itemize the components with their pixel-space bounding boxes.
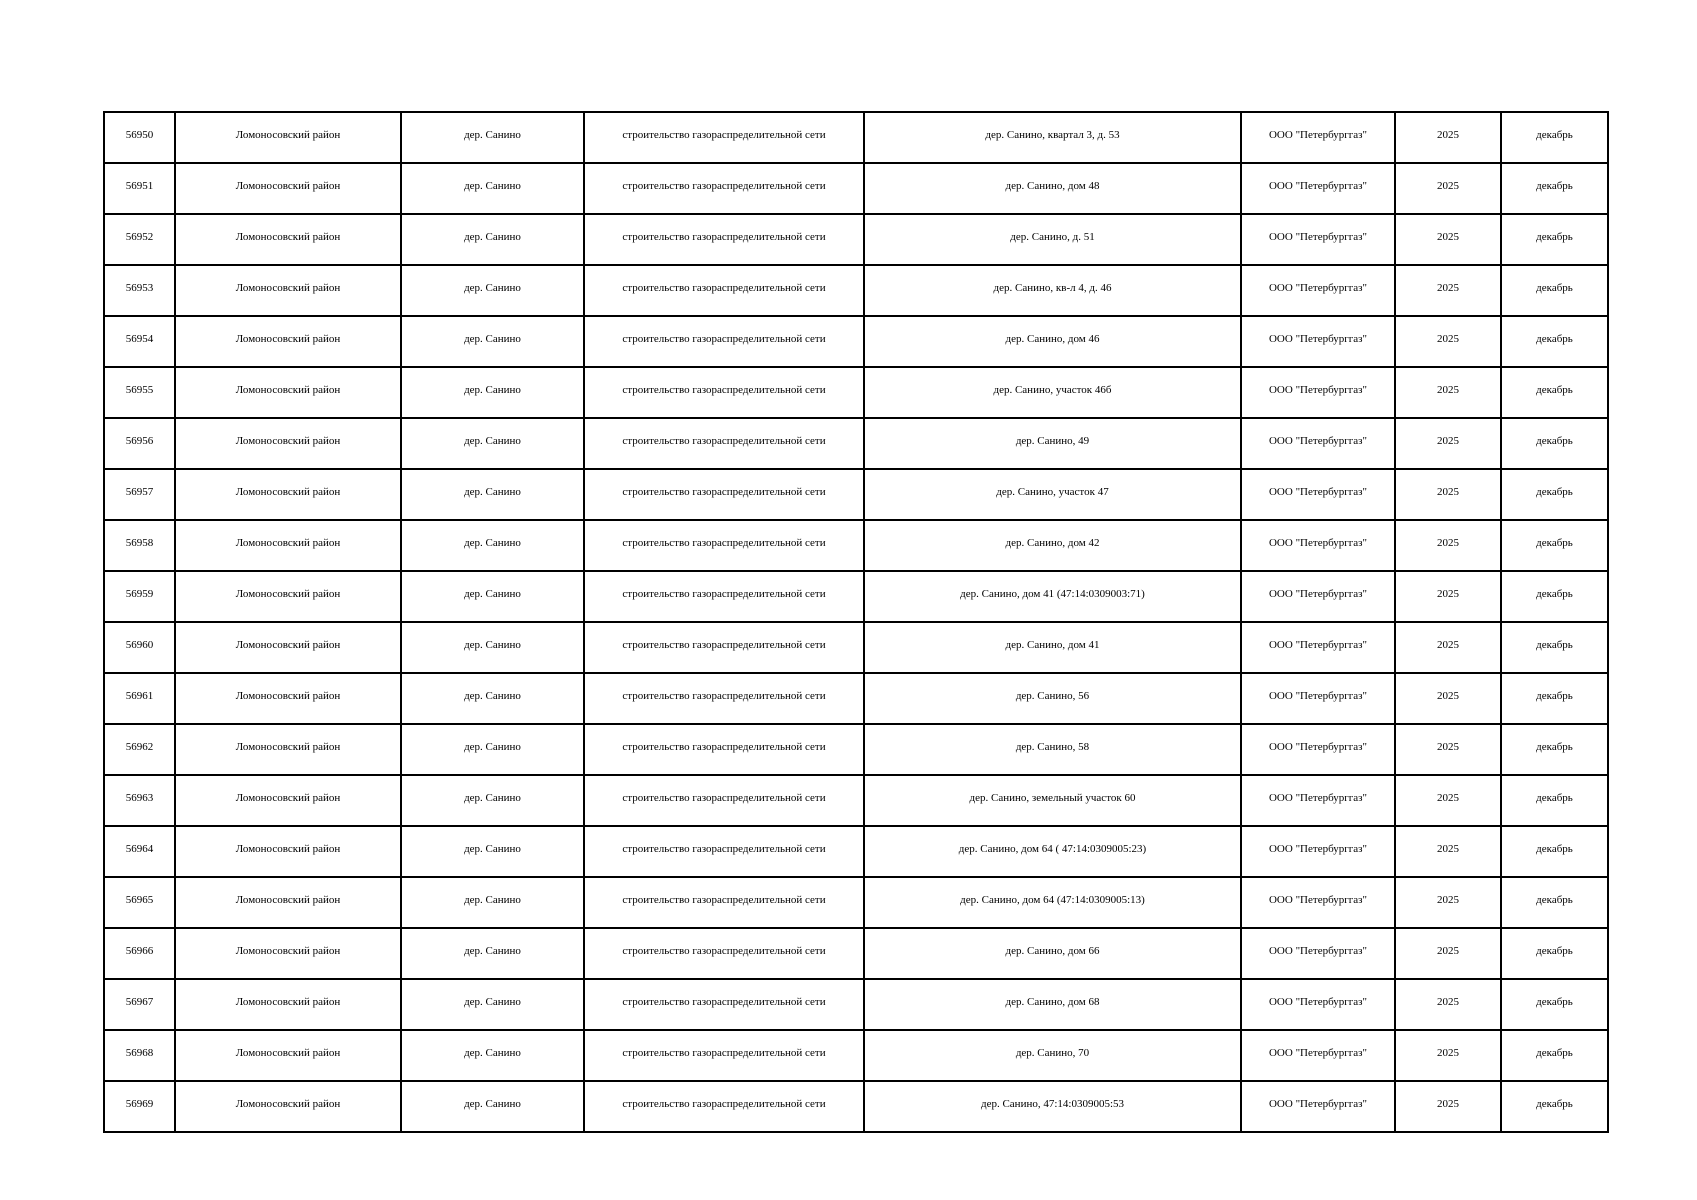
district-cell: Ломоносовский район: [175, 316, 401, 367]
month-cell: декабрь: [1501, 724, 1608, 775]
year-cell: 2025: [1395, 877, 1501, 928]
record-number-cell: 56962: [104, 724, 175, 775]
table-row: [104, 877, 1608, 928]
month-cell: декабрь: [1501, 877, 1608, 928]
district-cell: Ломоносовский район: [175, 418, 401, 469]
year-cell: 2025: [1395, 928, 1501, 979]
table-row: [104, 418, 1608, 469]
organization-cell: ООО "Петербурггаз": [1241, 1081, 1395, 1132]
district-cell: Ломоносовский район: [175, 1081, 401, 1132]
work-type-cell: строительство газораспределительной сети: [584, 724, 864, 775]
year-cell: 2025: [1395, 112, 1501, 163]
work-type-cell: строительство газораспределительной сети: [584, 265, 864, 316]
record-number-cell: 56953: [104, 265, 175, 316]
year-cell: 2025: [1395, 826, 1501, 877]
settlement-cell: дер. Санино: [401, 520, 584, 571]
month-cell: декабрь: [1501, 112, 1608, 163]
address-cell: дер. Санино, квартал 3, д. 53: [864, 112, 1241, 163]
settlement-cell: дер. Санино: [401, 469, 584, 520]
settlement-cell: дер. Санино: [401, 316, 584, 367]
month-cell: декабрь: [1501, 1030, 1608, 1081]
settlement-cell: дер. Санино: [401, 979, 584, 1030]
year-cell: 2025: [1395, 1081, 1501, 1132]
work-type-cell: строительство газораспределительной сети: [584, 1081, 864, 1132]
work-type-cell: строительство газораспределительной сети: [584, 1030, 864, 1081]
month-cell: декабрь: [1501, 520, 1608, 571]
table-body: [104, 112, 1608, 1132]
organization-cell: ООО "Петербурггаз": [1241, 724, 1395, 775]
work-type-cell: строительство газораспределительной сети: [584, 775, 864, 826]
district-cell: Ломоносовский район: [175, 775, 401, 826]
organization-cell: ООО "Петербурггаз": [1241, 979, 1395, 1030]
address-cell: дер. Санино, 56: [864, 673, 1241, 724]
year-cell: 2025: [1395, 316, 1501, 367]
year-cell: 2025: [1395, 1030, 1501, 1081]
record-number-cell: 56961: [104, 673, 175, 724]
work-type-cell: строительство газораспределительной сети: [584, 316, 864, 367]
district-cell: Ломоносовский район: [175, 112, 401, 163]
settlement-cell: дер. Санино: [401, 928, 584, 979]
record-number-cell: 56950: [104, 112, 175, 163]
address-cell: дер. Санино, участок 46б: [864, 367, 1241, 418]
month-cell: декабрь: [1501, 622, 1608, 673]
month-cell: декабрь: [1501, 163, 1608, 214]
table-row: [104, 214, 1608, 265]
settlement-cell: дер. Санино: [401, 214, 584, 265]
organization-cell: ООО "Петербурггаз": [1241, 775, 1395, 826]
month-cell: декабрь: [1501, 265, 1608, 316]
organization-cell: ООО "Петербурггаз": [1241, 673, 1395, 724]
table-row: [104, 979, 1608, 1030]
address-cell: дер. Санино, земельный участок 60: [864, 775, 1241, 826]
work-type-cell: строительство газораспределительной сети: [584, 520, 864, 571]
organization-cell: ООО "Петербурггаз": [1241, 265, 1395, 316]
year-cell: 2025: [1395, 571, 1501, 622]
record-number-cell: 56958: [104, 520, 175, 571]
district-cell: Ломоносовский район: [175, 622, 401, 673]
address-cell: дер. Санино, 70: [864, 1030, 1241, 1081]
record-number-cell: 56966: [104, 928, 175, 979]
work-type-cell: строительство газораспределительной сети: [584, 673, 864, 724]
month-cell: декабрь: [1501, 826, 1608, 877]
record-number-cell: 56955: [104, 367, 175, 418]
table-row: [104, 1081, 1608, 1132]
address-cell: дер. Санино, дом 41: [864, 622, 1241, 673]
organization-cell: ООО "Петербурггаз": [1241, 622, 1395, 673]
address-cell: дер. Санино, кв-л 4, д. 46: [864, 265, 1241, 316]
organization-cell: ООО "Петербурггаз": [1241, 1030, 1395, 1081]
year-cell: 2025: [1395, 520, 1501, 571]
year-cell: 2025: [1395, 418, 1501, 469]
record-number-cell: 56957: [104, 469, 175, 520]
address-cell: дер. Санино, 47:14:0309005:53: [864, 1081, 1241, 1132]
table-row: [104, 265, 1608, 316]
district-cell: Ломоносовский район: [175, 979, 401, 1030]
address-cell: дер. Санино, д. 51: [864, 214, 1241, 265]
year-cell: 2025: [1395, 979, 1501, 1030]
work-type-cell: строительство газораспределительной сети: [584, 214, 864, 265]
month-cell: декабрь: [1501, 673, 1608, 724]
address-cell: дер. Санино, дом 46: [864, 316, 1241, 367]
organization-cell: ООО "Петербурггаз": [1241, 163, 1395, 214]
organization-cell: ООО "Петербурггаз": [1241, 469, 1395, 520]
organization-cell: ООО "Петербурггаз": [1241, 877, 1395, 928]
month-cell: декабрь: [1501, 214, 1608, 265]
settlement-cell: дер. Санино: [401, 1081, 584, 1132]
address-cell: дер. Санино, 49: [864, 418, 1241, 469]
record-number-cell: 56951: [104, 163, 175, 214]
address-cell: дер. Санино, дом 64 ( 47:14:0309005:23): [864, 826, 1241, 877]
organization-cell: ООО "Петербурггаз": [1241, 112, 1395, 163]
table-row: [104, 367, 1608, 418]
month-cell: декабрь: [1501, 1081, 1608, 1132]
settlement-cell: дер. Санино: [401, 367, 584, 418]
table-row: [104, 316, 1608, 367]
address-cell: дер. Санино, 58: [864, 724, 1241, 775]
table-row: [104, 724, 1608, 775]
settlement-cell: дер. Санино: [401, 877, 584, 928]
work-type-cell: строительство газораспределительной сети: [584, 571, 864, 622]
month-cell: декабрь: [1501, 979, 1608, 1030]
table-row: [104, 112, 1608, 163]
organization-cell: ООО "Петербурггаз": [1241, 367, 1395, 418]
year-cell: 2025: [1395, 622, 1501, 673]
address-cell: дер. Санино, дом 48: [864, 163, 1241, 214]
district-cell: Ломоносовский район: [175, 265, 401, 316]
district-cell: Ломоносовский район: [175, 520, 401, 571]
settlement-cell: дер. Санино: [401, 775, 584, 826]
settlement-cell: дер. Санино: [401, 622, 584, 673]
table-row: [104, 622, 1608, 673]
year-cell: 2025: [1395, 469, 1501, 520]
address-cell: дер. Санино, дом 64 (47:14:0309005:13): [864, 877, 1241, 928]
year-cell: 2025: [1395, 673, 1501, 724]
record-number-cell: 56959: [104, 571, 175, 622]
address-cell: дер. Санино, дом 42: [864, 520, 1241, 571]
work-type-cell: строительство газораспределительной сети: [584, 112, 864, 163]
district-cell: Ломоносовский район: [175, 724, 401, 775]
district-cell: Ломоносовский район: [175, 673, 401, 724]
record-number-cell: 56965: [104, 877, 175, 928]
month-cell: декабрь: [1501, 316, 1608, 367]
month-cell: декабрь: [1501, 367, 1608, 418]
organization-cell: ООО "Петербурггаз": [1241, 418, 1395, 469]
table-row: [104, 928, 1608, 979]
settlement-cell: дер. Санино: [401, 1030, 584, 1081]
settlement-cell: дер. Санино: [401, 112, 584, 163]
year-cell: 2025: [1395, 724, 1501, 775]
address-cell: дер. Санино, дом 41 (47:14:0309003:71): [864, 571, 1241, 622]
record-number-cell: 56954: [104, 316, 175, 367]
settlement-cell: дер. Санино: [401, 571, 584, 622]
year-cell: 2025: [1395, 775, 1501, 826]
table-row: [104, 469, 1608, 520]
district-cell: Ломоносовский район: [175, 163, 401, 214]
work-type-cell: строительство газораспределительной сети: [584, 469, 864, 520]
record-number-cell: 56952: [104, 214, 175, 265]
organization-cell: ООО "Петербурггаз": [1241, 316, 1395, 367]
work-type-cell: строительство газораспределительной сети: [584, 367, 864, 418]
organization-cell: ООО "Петербурггаз": [1241, 520, 1395, 571]
settlement-cell: дер. Санино: [401, 724, 584, 775]
district-cell: Ломоносовский район: [175, 1030, 401, 1081]
organization-cell: ООО "Петербурггаз": [1241, 826, 1395, 877]
address-cell: дер. Санино, дом 66: [864, 928, 1241, 979]
year-cell: 2025: [1395, 265, 1501, 316]
record-number-cell: 56956: [104, 418, 175, 469]
district-cell: Ломоносовский район: [175, 877, 401, 928]
address-cell: дер. Санино, участок 47: [864, 469, 1241, 520]
table-row: [104, 520, 1608, 571]
district-cell: Ломоносовский район: [175, 214, 401, 265]
work-type-cell: строительство газораспределительной сети: [584, 877, 864, 928]
address-cell: дер. Санино, дом 68: [864, 979, 1241, 1030]
settlement-cell: дер. Санино: [401, 673, 584, 724]
record-number-cell: 56968: [104, 1030, 175, 1081]
record-number-cell: 56963: [104, 775, 175, 826]
record-number-cell: 56960: [104, 622, 175, 673]
works-register-table: [103, 111, 1609, 1133]
district-cell: Ломоносовский район: [175, 469, 401, 520]
settlement-cell: дер. Санино: [401, 163, 584, 214]
organization-cell: ООО "Петербурггаз": [1241, 571, 1395, 622]
year-cell: 2025: [1395, 163, 1501, 214]
settlement-cell: дер. Санино: [401, 265, 584, 316]
settlement-cell: дер. Санино: [401, 418, 584, 469]
organization-cell: ООО "Петербурггаз": [1241, 928, 1395, 979]
work-type-cell: строительство газораспределительной сети: [584, 928, 864, 979]
year-cell: 2025: [1395, 367, 1501, 418]
month-cell: декабрь: [1501, 469, 1608, 520]
table-row: [104, 775, 1608, 826]
settlement-cell: дер. Санино: [401, 826, 584, 877]
district-cell: Ломоносовский район: [175, 571, 401, 622]
table-row: [104, 571, 1608, 622]
work-type-cell: строительство газораспределительной сети: [584, 418, 864, 469]
work-type-cell: строительство газораспределительной сети: [584, 622, 864, 673]
table-row: [104, 1030, 1608, 1081]
organization-cell: ООО "Петербурггаз": [1241, 214, 1395, 265]
month-cell: декабрь: [1501, 928, 1608, 979]
district-cell: Ломоносовский район: [175, 826, 401, 877]
month-cell: декабрь: [1501, 775, 1608, 826]
work-type-cell: строительство газораспределительной сети: [584, 979, 864, 1030]
month-cell: декабрь: [1501, 418, 1608, 469]
record-number-cell: 56969: [104, 1081, 175, 1132]
district-cell: Ломоносовский район: [175, 367, 401, 418]
record-number-cell: 56964: [104, 826, 175, 877]
table-row: [104, 673, 1608, 724]
table-row: [104, 163, 1608, 214]
table-row: [104, 826, 1608, 877]
month-cell: декабрь: [1501, 571, 1608, 622]
district-cell: Ломоносовский район: [175, 928, 401, 979]
record-number-cell: 56967: [104, 979, 175, 1030]
work-type-cell: строительство газораспределительной сети: [584, 826, 864, 877]
year-cell: 2025: [1395, 214, 1501, 265]
work-type-cell: строительство газораспределительной сети: [584, 163, 864, 214]
